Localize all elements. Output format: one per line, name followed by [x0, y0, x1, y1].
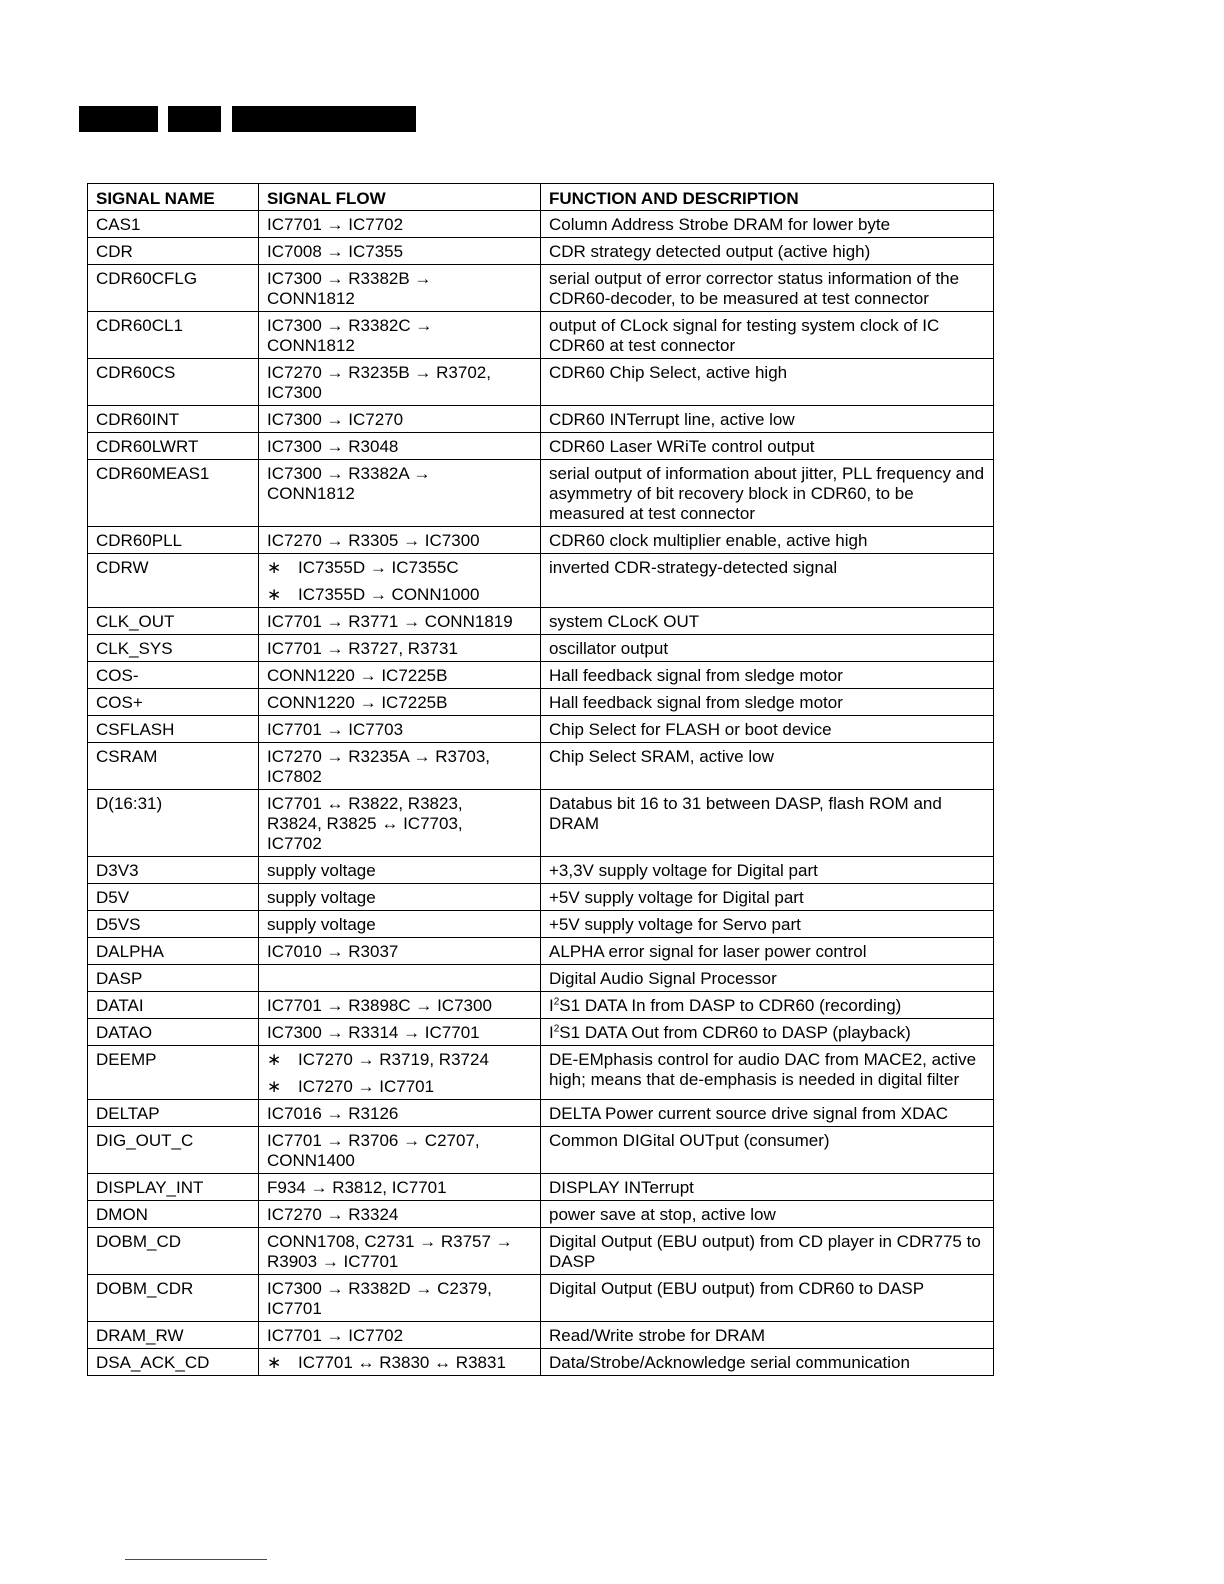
signal-name-cell: CDR60CL1 — [88, 312, 259, 359]
table-row — [88, 1100, 994, 1127]
column-header-signal-flow: SIGNAL FLOW — [259, 184, 541, 211]
description-text: Digital Audio Signal Processor — [549, 969, 777, 988]
table-row — [88, 312, 994, 359]
signal-flow-cell — [259, 662, 541, 689]
signal-flow-cell — [259, 554, 541, 608]
function-description-cell — [541, 211, 994, 238]
function-description-cell — [541, 238, 994, 265]
signal-flow-line: CONN1812 — [267, 289, 355, 308]
table-row — [88, 662, 994, 689]
description-text: DE-EMphasis control for audio DAC from MACE2, active high; means that de-emphasis is needed in digital filter — [549, 1050, 977, 1089]
signal-flow-line: IC7701 ↔ R3822, R3823, — [267, 794, 463, 813]
signal-flow-line: supply voltage — [267, 888, 376, 907]
function-description-cell — [541, 1174, 994, 1201]
description-text: inverted CDR-strategy-detected signal — [549, 558, 838, 577]
signal-flow-line: F934 → R3812, IC7701 — [267, 1178, 447, 1197]
signal-flow-line: R3824, R3825 ↔ IC7703, — [267, 814, 463, 833]
signal-flow-bullet — [267, 585, 532, 605]
signal-flow-cell — [259, 857, 541, 884]
signal-flow-text: IC7270 → IC7701 — [298, 1077, 435, 1096]
function-description-cell — [541, 689, 994, 716]
signal-flow-line: IC7300 → R3314 → IC7701 — [267, 1023, 480, 1042]
signal-flow-line: CONN1400 — [267, 1151, 355, 1170]
table-row — [88, 992, 994, 1019]
signal-flow-cell — [259, 1127, 541, 1174]
signal-flow-line: IC7701 → R3727, R3731 — [267, 639, 458, 658]
signal-flow-cell — [259, 1019, 541, 1046]
table-row — [88, 635, 994, 662]
signal-flow-cell — [259, 608, 541, 635]
description-prefix: I — [549, 1023, 554, 1042]
signal-name-cell: CDR60MEAS1 — [88, 460, 259, 527]
function-description-cell — [541, 884, 994, 911]
signal-flow-line: IC7802 — [267, 767, 322, 786]
table-row — [88, 265, 994, 312]
signal-flow-cell — [259, 406, 541, 433]
table-row — [88, 359, 994, 406]
description-text: CDR strategy detected output (active high) — [549, 242, 871, 261]
signal-flow-cell — [259, 992, 541, 1019]
signal-flow-cell — [259, 1349, 541, 1376]
table-row — [88, 527, 994, 554]
table-row — [88, 554, 994, 608]
signal-flow-bullet — [267, 1077, 532, 1097]
table-row — [88, 884, 994, 911]
signal-flow-cell — [259, 1201, 541, 1228]
table-row — [88, 1322, 994, 1349]
signal-flow-cell — [259, 211, 541, 238]
description-text: Databus bit 16 to 31 between DASP, flash ROM and DRAM — [549, 794, 942, 833]
signal-flow-cell — [259, 635, 541, 662]
function-description-cell — [541, 911, 994, 938]
function-description-cell — [541, 265, 994, 312]
function-description-cell — [541, 1275, 994, 1322]
signal-flow-line: CONN1708, C2731 → R3757 → — [267, 1232, 513, 1251]
table-row — [88, 1174, 994, 1201]
description-text: Digital Output (EBU output) from CD player in CDR775 to DASP — [549, 1232, 981, 1271]
signal-flow-cell — [259, 965, 541, 992]
signal-flow-cell — [259, 911, 541, 938]
table-row — [88, 965, 994, 992]
table-row — [88, 1275, 994, 1322]
signal-flow-cell — [259, 1275, 541, 1322]
signal-name-cell: CSFLASH — [88, 716, 259, 743]
signal-flow-line: CONN1812 — [267, 336, 355, 355]
description-text: DELTA Power current source drive signal from XDAC — [549, 1104, 949, 1123]
description-text: Common DIGital OUTput (consumer) — [549, 1131, 830, 1150]
description-text: DISPLAY INTerrupt — [549, 1178, 694, 1197]
signal-name-cell: DIG_OUT_C — [88, 1127, 259, 1174]
signal-name-cell: DASP — [88, 965, 259, 992]
signal-name-cell: DRAM_RW — [88, 1322, 259, 1349]
function-description-cell — [541, 608, 994, 635]
signal-name-cell: DOBM_CD — [88, 1228, 259, 1275]
function-description-cell — [541, 554, 994, 608]
signal-flow-cell — [259, 790, 541, 857]
function-description-cell — [541, 1127, 994, 1174]
description-superscript: 2 — [553, 996, 560, 1008]
signal-flow-line: supply voltage — [267, 861, 376, 880]
function-description-cell — [541, 716, 994, 743]
description-text: +5V supply voltage for Digital part — [549, 888, 804, 907]
bullet-icon: ∗ — [267, 1353, 282, 1372]
signal-flow-line: IC7300 → R3048 — [267, 437, 399, 456]
signal-flow-bullet — [267, 1050, 532, 1070]
table-row — [88, 211, 994, 238]
function-description-cell — [541, 790, 994, 857]
signal-flow-cell — [259, 716, 541, 743]
signal-flow-line: IC7300 → R3382C → — [267, 316, 433, 335]
table-row — [88, 1201, 994, 1228]
function-description-cell — [541, 857, 994, 884]
function-description-cell — [541, 1228, 994, 1275]
signal-flow-text: IC7270 → R3719, R3724 — [298, 1050, 489, 1069]
signal-flow-cell — [259, 527, 541, 554]
signal-flow-cell — [259, 689, 541, 716]
signal-flow-line: IC7270 → R3305 → IC7300 — [267, 531, 480, 550]
signal-flow-line: IC7010 → R3037 — [267, 942, 399, 961]
signal-flow-line: CONN1220 → IC7225B — [267, 666, 448, 685]
function-description-cell — [541, 312, 994, 359]
signal-flow-line: IC7300 → IC7270 — [267, 410, 404, 429]
table-row — [88, 1127, 994, 1174]
function-description-cell — [541, 1349, 994, 1376]
function-description-cell — [541, 359, 994, 406]
function-description-cell — [541, 938, 994, 965]
function-description-cell — [541, 1019, 994, 1046]
signal-flow-cell — [259, 1046, 541, 1100]
signal-name-cell: CLK_OUT — [88, 608, 259, 635]
table-row — [88, 743, 994, 790]
description-superscript: 2 — [553, 1023, 560, 1035]
table-row — [88, 911, 994, 938]
table-row — [88, 938, 994, 965]
description-text: Hall feedback signal from sledge motor — [549, 666, 843, 685]
function-description-cell — [541, 527, 994, 554]
signal-flow-line: IC7270 → R3235A → R3703, — [267, 747, 491, 766]
table-row — [88, 433, 994, 460]
signal-name-cell: D3V3 — [88, 857, 259, 884]
signal-flow-cell — [259, 359, 541, 406]
description-text: power save at stop, active low — [549, 1205, 776, 1224]
function-description-cell — [541, 743, 994, 790]
signal-flow-cell — [259, 433, 541, 460]
description-text: serial output of error corrector status information of the CDR60-decoder, to be measured at test connector — [549, 269, 960, 308]
signal-name-cell: DOBM_CDR — [88, 1275, 259, 1322]
signal-flow-cell — [259, 238, 541, 265]
function-description-cell — [541, 992, 994, 1019]
signal-name-cell: CSRAM — [88, 743, 259, 790]
signal-name-cell: D5V — [88, 884, 259, 911]
signal-name-cell: DALPHA — [88, 938, 259, 965]
signal-name-cell: DISPLAY_INT — [88, 1174, 259, 1201]
signal-flow-cell — [259, 1174, 541, 1201]
signal-name-cell: CAS1 — [88, 211, 259, 238]
signal-name-cell: D5VS — [88, 911, 259, 938]
function-description-cell — [541, 635, 994, 662]
signal-flow-line: supply voltage — [267, 915, 376, 934]
table-row — [88, 608, 994, 635]
table-row — [88, 1228, 994, 1275]
description-text: Data/Strobe/Acknowledge serial communication — [549, 1353, 910, 1372]
signal-flow-line: IC7702 — [267, 834, 322, 853]
function-description-cell — [541, 965, 994, 992]
description-text: output of CLock signal for testing system clock of IC CDR60 at test connector — [549, 316, 940, 355]
signal-flow-line: IC7270 → R3324 — [267, 1205, 399, 1224]
table-row — [88, 406, 994, 433]
signal-name-cell: CDR60INT — [88, 406, 259, 433]
signal-name-cell: CDR60CS — [88, 359, 259, 406]
signal-flow-line: IC7270 → R3235B → R3702, — [267, 363, 491, 382]
description-text: Digital Output (EBU output) from CDR60 to DASP — [549, 1279, 925, 1298]
table-row — [88, 238, 994, 265]
signal-flow-line: IC7300 → R3382A → — [267, 464, 431, 483]
signal-name-cell: CDRW — [88, 554, 259, 608]
signal-flow-cell — [259, 1322, 541, 1349]
signal-name-cell: DELTAP — [88, 1100, 259, 1127]
signal-flow-line: IC7701 → R3706 → C2707, — [267, 1131, 480, 1150]
signal-flow-line: IC7701 → IC7703 — [267, 720, 404, 739]
description-text: Column Address Strobe DRAM for lower byte — [549, 215, 891, 234]
description-text: serial output of information about jitter, PLL frequency and asymmetry of bit recovery block in CDR60, to be measured at test connector — [549, 464, 985, 523]
signal-flow-line: IC7300 → R3382B → — [267, 269, 432, 288]
signal-flow-line: IC7701 → IC7702 — [267, 1326, 404, 1345]
signal-name-cell: DATAI — [88, 992, 259, 1019]
function-description-cell — [541, 1100, 994, 1127]
header-block-1 — [79, 106, 158, 132]
header-block-2 — [168, 106, 221, 132]
bullet-icon: ∗ — [267, 585, 282, 604]
description-text: system CLocK OUT — [549, 612, 700, 631]
signal-flow-cell — [259, 1228, 541, 1275]
bullet-icon: ∗ — [267, 1050, 282, 1069]
signal-name-cell: DEEMP — [88, 1046, 259, 1100]
description-text: CDR60 INTerrupt line, active low — [549, 410, 795, 429]
table-row — [88, 1349, 994, 1376]
description-text: CDR60 clock multiplier enable, active high — [549, 531, 868, 550]
signal-flow-cell — [259, 460, 541, 527]
signal-name-cell: DATAO — [88, 1019, 259, 1046]
footer-rule — [125, 1559, 267, 1560]
signal-flow-line: IC7016 → R3126 — [267, 1104, 399, 1123]
description-text: Hall feedback signal from sledge motor — [549, 693, 843, 712]
function-description-cell — [541, 662, 994, 689]
function-description-cell — [541, 460, 994, 527]
function-description-cell — [541, 1322, 994, 1349]
signal-name-cell: COS+ — [88, 689, 259, 716]
signal-name-cell: CDR60LWRT — [88, 433, 259, 460]
signal-name-cell: CLK_SYS — [88, 635, 259, 662]
table-row — [88, 460, 994, 527]
signal-flow-line: IC7701 → R3771 → CONN1819 — [267, 612, 513, 631]
table-row — [88, 1019, 994, 1046]
signal-flow-bullet — [267, 1353, 532, 1373]
bullet-icon: ∗ — [267, 1077, 282, 1096]
bullet-icon: ∗ — [267, 558, 282, 577]
signal-name-cell: DSA_ACK_CD — [88, 1349, 259, 1376]
table-header-row — [88, 184, 994, 211]
header-block-3 — [232, 106, 416, 132]
signal-flow-line: IC7701 → IC7702 — [267, 215, 404, 234]
table-row — [88, 1046, 994, 1100]
table-row — [88, 857, 994, 884]
signal-flow-cell — [259, 938, 541, 965]
description-text: S1 DATA Out from CDR60 to DASP (playback) — [559, 1023, 911, 1042]
signal-flow-cell — [259, 312, 541, 359]
description-text: Chip Select for FLASH or boot device — [549, 720, 832, 739]
description-text: CDR60 Chip Select, active high — [549, 363, 788, 382]
signal-flow-line: CONN1220 → IC7225B — [267, 693, 448, 712]
description-text: CDR60 Laser WRiTe control output — [549, 437, 815, 456]
signal-table — [87, 183, 994, 1376]
signal-name-cell: CDR60CFLG — [88, 265, 259, 312]
signal-name-cell: COS- — [88, 662, 259, 689]
function-description-cell — [541, 406, 994, 433]
signal-flow-cell — [259, 1100, 541, 1127]
signal-flow-line: IC7300 — [267, 383, 322, 402]
signal-flow-line: IC7008 → IC7355 — [267, 242, 404, 261]
signal-flow-line: IC7701 → R3898C → IC7300 — [267, 996, 492, 1015]
signal-name-cell: DMON — [88, 1201, 259, 1228]
description-text: Read/Write strobe for DRAM — [549, 1326, 766, 1345]
signal-name-cell: CDR — [88, 238, 259, 265]
column-header-function: FUNCTION AND DESCRIPTION — [541, 184, 994, 211]
signal-name-cell: D(16:31) — [88, 790, 259, 857]
table-row — [88, 790, 994, 857]
description-text: ALPHA error signal for laser power control — [549, 942, 867, 961]
signal-flow-line: IC7701 — [267, 1299, 322, 1318]
description-text: +3,3V supply voltage for Digital part — [549, 861, 818, 880]
function-description-cell — [541, 1046, 994, 1100]
signal-flow-bullet — [267, 558, 532, 578]
column-header-signal-name: SIGNAL NAME — [88, 184, 259, 211]
signal-flow-cell — [259, 884, 541, 911]
table-row — [88, 689, 994, 716]
table-row — [88, 716, 994, 743]
signal-flow-line: IC7300 → R3382D → C2379, — [267, 1279, 492, 1298]
description-text: oscillator output — [549, 639, 669, 658]
function-description-cell — [541, 1201, 994, 1228]
description-text: Chip Select SRAM, active low — [549, 747, 774, 766]
signal-flow-cell — [259, 743, 541, 790]
description-prefix: I — [549, 996, 554, 1015]
signal-flow-line: CONN1812 — [267, 484, 355, 503]
description-text: +5V supply voltage for Servo part — [549, 915, 801, 934]
signal-flow-cell — [259, 265, 541, 312]
signal-flow-text: IC7355D → CONN1000 — [298, 585, 480, 604]
signal-flow-line: R3903 → IC7701 — [267, 1252, 399, 1271]
function-description-cell — [541, 433, 994, 460]
description-text: S1 DATA In from DASP to CDR60 (recording) — [559, 996, 902, 1015]
signal-flow-text: IC7701 ↔ R3830 ↔ R3831 — [298, 1353, 506, 1372]
signal-flow-text: IC7355D → IC7355C — [298, 558, 459, 577]
signal-name-cell: CDR60PLL — [88, 527, 259, 554]
